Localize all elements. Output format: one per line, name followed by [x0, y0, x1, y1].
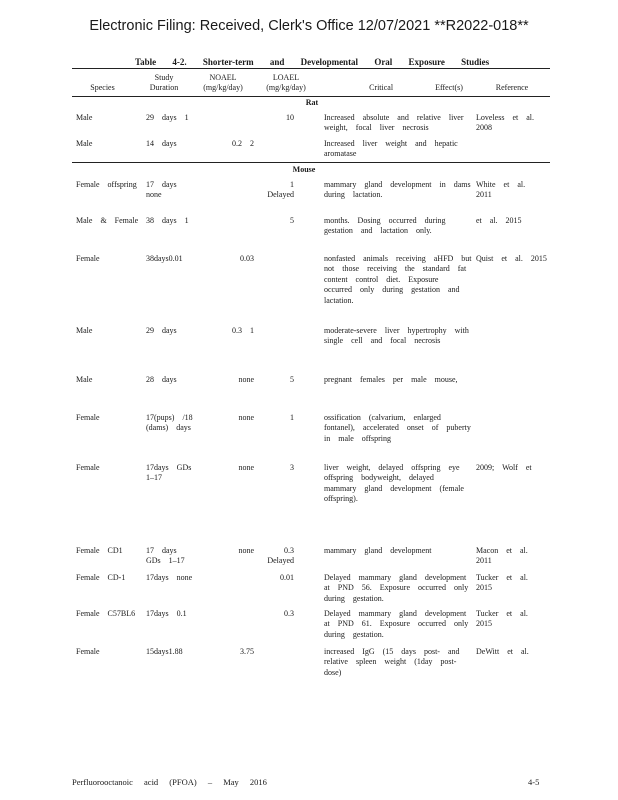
effects-cell: pregnant females per male mouse,	[324, 375, 458, 384]
noael-cell: none	[238, 413, 254, 422]
duration-cell: 17days 0.1	[146, 609, 187, 618]
reference-cell: Tucker et al. 2015	[476, 609, 528, 629]
effects-cell: Increased liver weight and hepatic aromatase	[324, 139, 458, 159]
effects-cell: moderate-severe liver hypertrophy with single cell and focal necrosis	[324, 326, 469, 346]
duration-cell: 29 days 1	[146, 113, 189, 122]
noael-cell: none	[238, 463, 254, 472]
species-cell: Male	[76, 375, 93, 384]
duration-cell: 28 days	[146, 375, 177, 384]
effects-cell: ossification (calvarium, enlarged fontanel), accelerated onset of puberty in male offspring	[324, 413, 471, 443]
species-cell: Male	[76, 139, 93, 148]
duration-cell: 29 days	[146, 326, 177, 335]
col-noael: NOAEL (mg/kg/day)	[203, 73, 243, 92]
effects-cell: increased IgG (15 days post- and relative spleen weight (1day post-dose)	[324, 647, 460, 677]
duration-cell: 17 days GDs 1–17	[146, 546, 185, 566]
reference-cell: DeWitt et al.	[476, 647, 529, 656]
loael-cell: 0.3 Delayed	[267, 546, 294, 566]
duration-cell: 17 days none	[146, 180, 177, 200]
reference-cell: White et al. 2011	[476, 180, 526, 200]
loael-cell: 10	[286, 113, 294, 122]
section-rat: Rat	[305, 98, 319, 107]
noael-cell: 0.03	[240, 254, 254, 263]
reference-cell: 2009; Wolf et	[476, 463, 532, 472]
noael-cell: 0.3 1	[232, 326, 254, 335]
loael-cell: 1 Delayed	[267, 180, 294, 200]
reference-cell: Macon et al. 2011	[476, 546, 528, 566]
rule-section	[72, 162, 550, 163]
loael-cell: 1	[290, 413, 294, 422]
table-title: Table 4-2. Shorter-term and Developmental Oral Exposure Studies	[135, 57, 490, 67]
section-mouse: Mouse	[292, 165, 316, 174]
col-duration: Study Duration	[149, 73, 179, 92]
loael-cell: 5	[290, 216, 294, 225]
col-reference: Reference	[495, 83, 529, 92]
footer-page-number: 4-5	[528, 777, 540, 787]
duration-cell: 17days GDs 1–17	[146, 463, 192, 483]
effects-cell: Increased absolute and relative liver weight, focal liver necrosis	[324, 113, 464, 133]
noael-cell: 0.2 2	[232, 139, 254, 148]
duration-cell: 17(pups) /18 (dams) days	[146, 413, 193, 433]
reference-cell: Tucker et al. 2015	[476, 573, 528, 593]
loael-cell: 3	[290, 463, 294, 472]
footer-document-title: Perfluorooctanoic acid (PFOA) – May 2016	[72, 777, 267, 787]
col-effects: Critical Effect(s)	[369, 83, 463, 92]
loael-cell: 0.3	[284, 609, 294, 618]
col-loael: LOAEL (mg/kg/day)	[266, 73, 306, 92]
effects-cell: mammary gland development in dams during lactation.	[324, 180, 471, 200]
species-cell: Female CD-1	[76, 573, 126, 582]
effects-cell: months. Dosing occurred during gestation and lactation only.	[324, 216, 446, 236]
loael-cell: 5	[290, 375, 294, 384]
species-cell: Female	[76, 254, 100, 263]
reference-cell: et al. 2015	[476, 216, 522, 225]
species-cell: Male & Female	[76, 216, 139, 225]
duration-cell: 17days none	[146, 573, 193, 582]
noael-cell: 3.75	[240, 647, 254, 656]
species-cell: Female	[76, 463, 100, 472]
loael-cell: 0.01	[280, 573, 294, 582]
species-cell: Male	[76, 113, 93, 122]
species-cell: Male	[76, 326, 93, 335]
rule-top	[72, 68, 550, 69]
effects-cell: Delayed mammary gland development at PND 56. Exposure occurred only during gestation.	[324, 573, 469, 603]
species-cell: Female offspring	[76, 180, 137, 189]
duration-cell: 38 days 1	[146, 216, 189, 225]
rule-header	[72, 96, 550, 97]
col-species: Species	[90, 83, 115, 92]
species-cell: Female	[76, 647, 100, 656]
effects-cell: mammary gland development	[324, 546, 432, 555]
species-cell: Female CD1	[76, 546, 123, 555]
reference-cell: Loveless et al. 2008	[476, 113, 534, 133]
species-cell: Female C57BL6	[76, 609, 136, 618]
filing-header: Electronic Filing: Received, Clerk's Office 12/07/2021 **R2022-018**	[89, 18, 529, 34]
noael-cell: none	[238, 546, 254, 555]
reference-cell: Quist et al. 2015	[476, 254, 547, 263]
duration-cell: 38days0.01	[146, 254, 183, 263]
effects-cell: liver weight, delayed offspring eye offspring bodyweight, delayed mammary gland development (female offspring).	[324, 463, 464, 504]
duration-cell: 14 days	[146, 139, 177, 148]
noael-cell: none	[238, 375, 254, 384]
species-cell: Female	[76, 413, 100, 422]
effects-cell: nonfasted animals receiving aHFD but not those receiving the standard fat content control diet. Exposure occurred only during gestation and lactation.	[324, 254, 472, 305]
duration-cell: 15days1.88	[146, 647, 183, 656]
effects-cell: Delayed mammary gland development at PND 61. Exposure occurred only during gestation.	[324, 609, 469, 639]
